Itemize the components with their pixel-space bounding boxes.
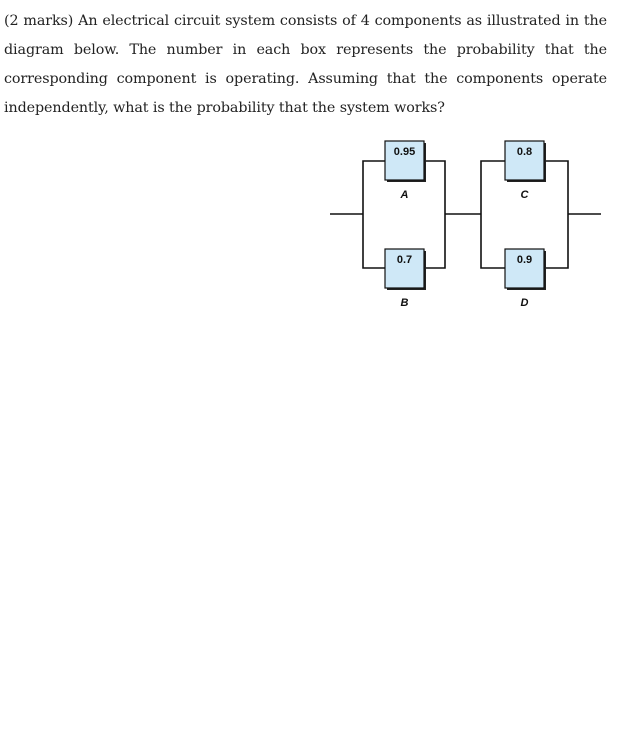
component-d-probability: 0.9 [516, 254, 533, 266]
component-a [385, 141, 426, 201]
component-a-probability: 0.95 [393, 146, 416, 158]
block-1-right-bus [424, 161, 445, 268]
component-d [505, 249, 546, 309]
component-c-label: C [520, 189, 529, 201]
circuit-wires [330, 161, 601, 268]
component-d-label: D [520, 297, 529, 309]
component-c-probability: 0.8 [516, 146, 533, 158]
block-1-left-bus [363, 161, 385, 268]
block-2-left-bus [481, 161, 505, 268]
component-b-probability: 0.7 [396, 254, 413, 266]
component-b [385, 249, 426, 309]
component-c [505, 141, 546, 201]
question-text: (2 marks) An electrical circuit system consists of 4 components as illustrated in the diagram below. The number in each box represents the probability that the corresponding component is operating. Assuming that the components operate independently, what is the probability that the system works? [4, 13, 607, 116]
component-a-label: A [400, 189, 409, 201]
component-b-label: B [400, 297, 409, 309]
block-2-right-bus [545, 161, 568, 268]
